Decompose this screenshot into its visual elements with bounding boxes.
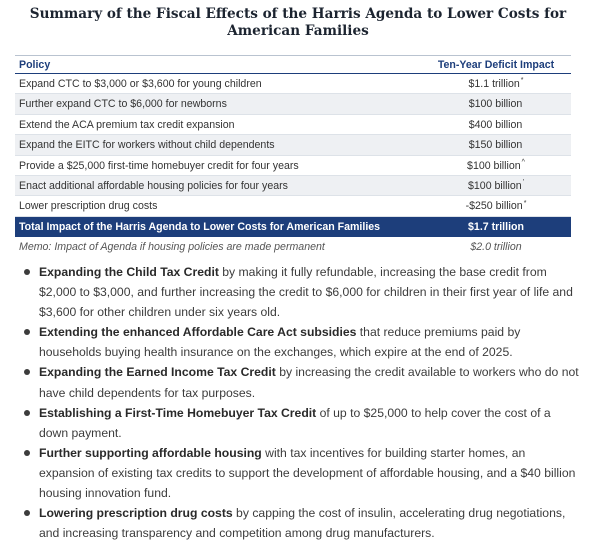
table-row [15, 156, 571, 176]
list-item [22, 443, 582, 503]
row-policy: Expand CTC to $3,000 or $3,600 for young children [19, 78, 262, 90]
fiscal-effects-table [15, 55, 571, 258]
bullet-text: that reduce premiums paid by households buying health insurance on the exchanges, which expire at the end of 2025. [39, 325, 521, 360]
total-value: $1.7 trillion [468, 220, 524, 233]
row-policy: Enact additional affordable housing policies for four years [19, 179, 288, 192]
footnote-mark: * [520, 77, 524, 85]
page-title [0, 6, 596, 40]
row-policy: Expand the EITC for workers without child dependents [19, 139, 275, 152]
row-policy: Provide a $25,000 first-time homebuyer credit for four years [19, 159, 299, 172]
row-impact: $100 billion [468, 98, 523, 111]
bullet-heading: Further supporting affordable housing [39, 445, 262, 460]
policy-bullet-list [22, 262, 582, 543]
footnote-mark: ' [522, 179, 524, 187]
footnote-mark: ^ [521, 159, 525, 167]
table-row [15, 94, 571, 114]
bullet-text: of up to $25,000 to help cover the cost of a down payment. [39, 405, 551, 440]
list-item [22, 262, 582, 322]
total-label: Total Impact of the Harris Agenda to Lower Costs for American Families [19, 220, 381, 233]
bullet-icon [24, 269, 30, 275]
row-impact: $100 billion^ [467, 159, 525, 172]
bullet-heading: Expanding the Earned Income Tax Credit [39, 365, 276, 380]
row-impact: -$250 billion* [465, 199, 527, 213]
bullet-text: by making it fully refundable, increasing the base credit from $2,000 to $3,000, and further increasing the credit to $6,000 for children in their first year of life and $3,600 for other children under six years old. [39, 265, 573, 320]
table-row [15, 196, 571, 216]
list-item [22, 362, 582, 402]
footnote-mark: * [523, 199, 527, 207]
row-impact: $150 billion [468, 139, 523, 152]
list-item [22, 322, 582, 362]
list-item [22, 503, 582, 543]
title-line-2: American Families [227, 23, 369, 39]
bullet-text: by capping the cost of insulin, accelerating drug negotiations, and increasing transparency and competition among drug manufacturers. [39, 506, 566, 541]
row-policy: Further expand CTC to $6,000 for newborns [19, 98, 227, 111]
list-item [22, 403, 582, 443]
title-line-1: Summary of the Fiscal Effects of the Harris Agenda to Lower Costs for [29, 6, 567, 22]
memo-label: Memo: Impact of Agenda if housing policies are made permanent [19, 241, 325, 254]
bullet-heading: Establishing a First-Time Homebuyer Tax Credit [39, 405, 317, 420]
memo-value: $2.0 trillion [470, 241, 522, 254]
bullet-icon [24, 450, 30, 456]
row-policy: Lower prescription drug costs [19, 200, 158, 213]
bullet-heading: Lowering prescription drug costs [39, 506, 233, 521]
bullet-icon [24, 329, 30, 335]
bullet-icon [24, 369, 30, 375]
row-impact: $100 billion' [468, 179, 524, 192]
row-impact: $1.1 trillion* [468, 77, 524, 90]
table-total-row [15, 217, 571, 237]
bullet-text: with tax incentives for building starter homes, an expansion of existing tax credits to support the development of affordable housing, and a $40 billion housing innovation fund. [39, 445, 576, 501]
table-row [15, 176, 571, 196]
header-policy: Policy [19, 59, 51, 71]
table-row [15, 115, 571, 135]
row-impact: $400 billion [468, 118, 523, 131]
table-header-row [15, 56, 571, 74]
table-memo-row [15, 237, 571, 257]
bullet-heading: Expanding the Child Tax Credit [39, 265, 219, 279]
header-impact: Ten-Year Deficit Impact [437, 59, 555, 71]
bullet-heading: Extending the enhanced Affordable Care Act subsidies [39, 325, 357, 340]
bullet-icon [24, 510, 30, 516]
row-policy: Extend the ACA premium tax credit expansion [19, 118, 235, 131]
bullet-icon [24, 410, 30, 416]
bullet-text: by increasing the credit available to workers who do not have child dependents for tax purposes. [39, 365, 579, 400]
table-row [15, 74, 571, 94]
table-row [15, 135, 571, 155]
